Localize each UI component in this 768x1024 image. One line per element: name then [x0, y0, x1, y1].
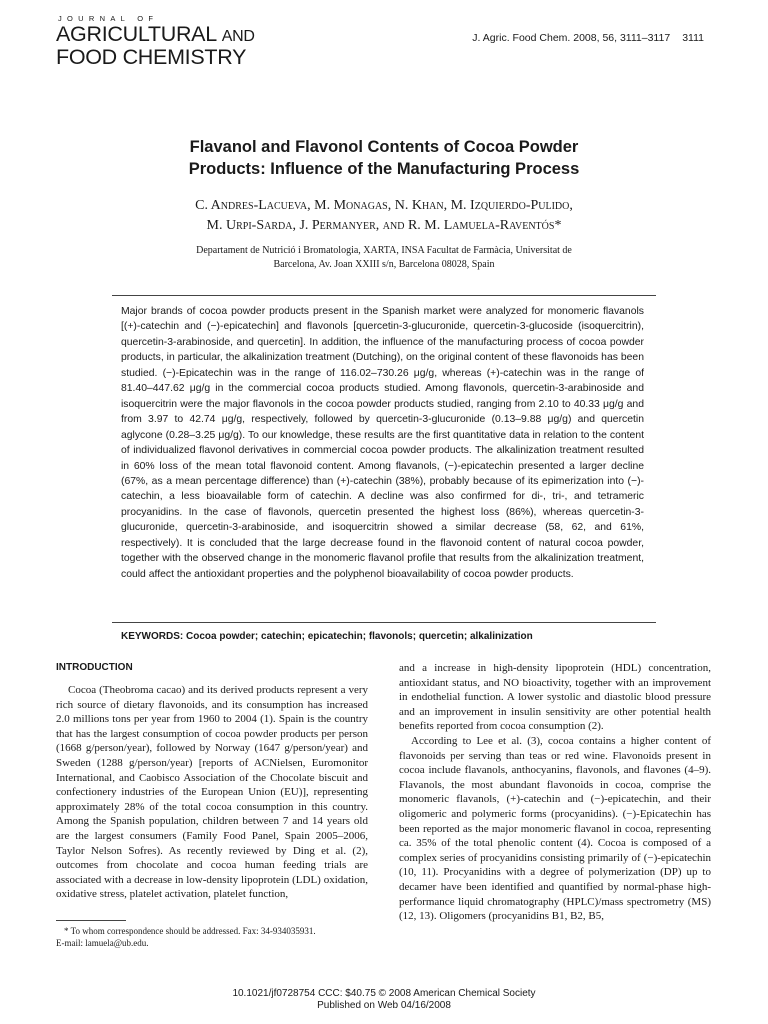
affiliation-line-1: Departament de Nutrició i Bromatologia, XARTA, INSA Facultat de Farmàcia, Universitat de: [196, 245, 572, 256]
footnote-line-2: E-mail: lamuela@ub.edu.: [56, 938, 149, 948]
footnote-rule: [56, 920, 126, 921]
abstract-top-rule: [112, 295, 656, 296]
masthead-line1: AGRICULTURAL AND: [56, 22, 255, 46]
intro-paragraph-continued: and a increase in high-density lipoprotein (HDL) concentration, antioxidant status, and NO bioactivity, together with an improvement in endothelial function. A lower systolic and diastolic blood pressure and an improvement in insulin sensitivity are other potential health benefits reported from cocoa consumption (2).: [399, 662, 711, 733]
masthead-line2: FOOD CHEMISTRY: [56, 45, 247, 69]
right-column: [399, 661, 711, 924]
abstract-bottom-rule: [112, 622, 656, 623]
citation-text: J. Agric. Food Chem. 2008, 56, 3111–3117: [472, 32, 671, 44]
section-heading-introduction: INTRODUCTION: [56, 662, 133, 673]
affiliation-line-2: Barcelona, Av. Joan XXIII s/n, Barcelona 08028, Spain: [273, 259, 495, 270]
footer-doi-line: 10.1021/jf0728754 CCC: $40.75 © 2008 American Chemical Society: [232, 988, 536, 999]
keywords-text: Cocoa powder; catechin; epicatechin; flavonols; quercetin; alkalinization: [186, 631, 533, 642]
keywords: [121, 631, 644, 642]
masthead-journal-word: JOURNAL OF: [58, 14, 159, 23]
authors-line-2: M. Urpi-Sarda, J. Permanyer, and R. M. Lamuela-Raventós*: [206, 218, 562, 233]
citation-header: [472, 32, 704, 44]
left-column: [56, 661, 368, 902]
title-line-2: Products: Influence of the Manufacturing Process: [188, 160, 580, 178]
affiliation: [130, 244, 638, 272]
intro-paragraph-2: According to Lee et al. (3), cocoa contains a higher content of flavonoids per serving than teas or red wine. Flavonoids present in cocoa include flavanols, anthocyanins, flavonols, and flavones (4–9). Flavanols, the most abundant flavonoids in cocoa, comprise the monomeric flavanols, (+)-catechin and (−)-epicatechin, and their oligomeric and polymeric forms (procyanidins). (−)-Epicatechin has been reported as the major monomeric flavanol in cocoa, representing ca. 35% of the total phenolic content (4). Cocoa is composed of a complex series of procyanidins consisting primarily of (−)-epicatechin (10, 11). Procyanidins with a degree of polymerization (DP) up to decamer have been identified and quantified by normal-phase high-performance liquid chromatography (HPLC)/mass spectrometry (MS) (12, 13). Oligomers (procyanidins B1, B2, B5,: [399, 734, 711, 923]
article-title: [80, 136, 688, 180]
abstract: Major brands of cocoa powder products present in the Spanish market were analyzed for monomeric flavanols [(+)-catechin and (−)-epicatechin] and flavonols [quercetin-3-glucuronide, quercetin-3-glucoside (isoquercitrin), quercetin-3-arabinoside, and quercetin]. In addition, the influence of the manufacturing process of cocoa powder products, in particular, the alkalinization treatment (Dutching), on the original content of these flavonoids has been studied. (−)-Epicatechin was in the range of 116.02–730.26 μg/g, whereas (+)-catechin was in the range of 81.40–447.62 μg/g in the commercial cocoa products studied. Among flavonols, quercetin-3-arabinoside and isoquercitrin were the major flavonols in the cocoa powder products studied, ranging from 2.10 to 40.33 μg/g and from 3.97 to 42.74 μg/g, respectively, followed by quercetin-3-glucuronide (0.13–9.88 μg/g) and quercetin aglycone (0.28–3.25 μg/g). To our knowledge, these results are the first quantitative data in relation to the content of individualized flavonol derivatives in commercial cocoa powder products. The alkalinization treatment resulted in 60% loss of the mean total flavonoid content. Among flavanols, (−)-epicatechin presented a larger decline (67%, as a mean percentage difference) than (+)-catechin (38%), probably because of its epimerization into (−)-catechin, a less bioavailable form of catechin. A decline was also confirmed for di-, tri-, and tetrameric procyanidins. In the case of flavonols, quercetin presented the highest loss (86%), whereas quercetin-3-glucuronide, quercetin-3-arabinoside, and isoquercitrin showed a similar decrease (58, 62, and 61%, respectively). It is concluded that the large decrease found in the flavonoid content of natural cocoa powder, together with the observed change in the monomeric flavanol profile that results from the alkalinization treatment, could affect the antioxidant properties and the polyphenol bioavailability of cocoa powder products.: [121, 306, 644, 580]
page-footer: [0, 988, 768, 1012]
masthead-and: AND: [221, 28, 255, 45]
intro-paragraph-1: Cocoa (Theobroma cacao) and its derived products represent a very rich source of dietary flavonoids, and its consumption has increased 2.0 millions tons per year from 1960 to 2004 (1). Spain is the country that has the largest consumption of cocoa powder products per person (1668 g/person/year), followed by Norway (1647 g/person/year) and Sweden (1288 g/person/year) [reports of ACNielsen, Euromonitor International, and Caobisco Association of the Chocolate biscuit and confectionery industries of the European Union (EU)], representing approximately 28% of the total cocoa consumption in this country. Among the Spanish population, children between 7 and 14 years old are the largest consumers (Family Food Panel, Spain 2005–2006, Taylor Nelson Sofres). As recently reviewed by Ding et al. (2), outcomes from chocolate and cocoa human feeding trials are associated with a decrease in low-density lipoprotein (LDL) oxidation, oxidative stress, platelet activation, platelet function,: [56, 684, 368, 901]
correspondence-footnote: [56, 925, 368, 949]
keywords-label: KEYWORDS:: [121, 631, 184, 642]
title-line-1: Flavanol and Flavonol Contents of Cocoa Powder: [189, 138, 579, 156]
footnote-line-1: * To whom correspondence should be addressed. Fax: 34-934035931.: [64, 926, 316, 936]
footer-published-line: Published on Web 04/16/2008: [317, 1000, 451, 1011]
journal-masthead: [56, 14, 276, 68]
author-list: [80, 196, 688, 236]
page-number: 3111: [682, 32, 704, 44]
authors-line-1: C. Andres-Lacueva, M. Monagas, N. Khan, M. Izquierdo-Pulido,: [195, 198, 573, 213]
